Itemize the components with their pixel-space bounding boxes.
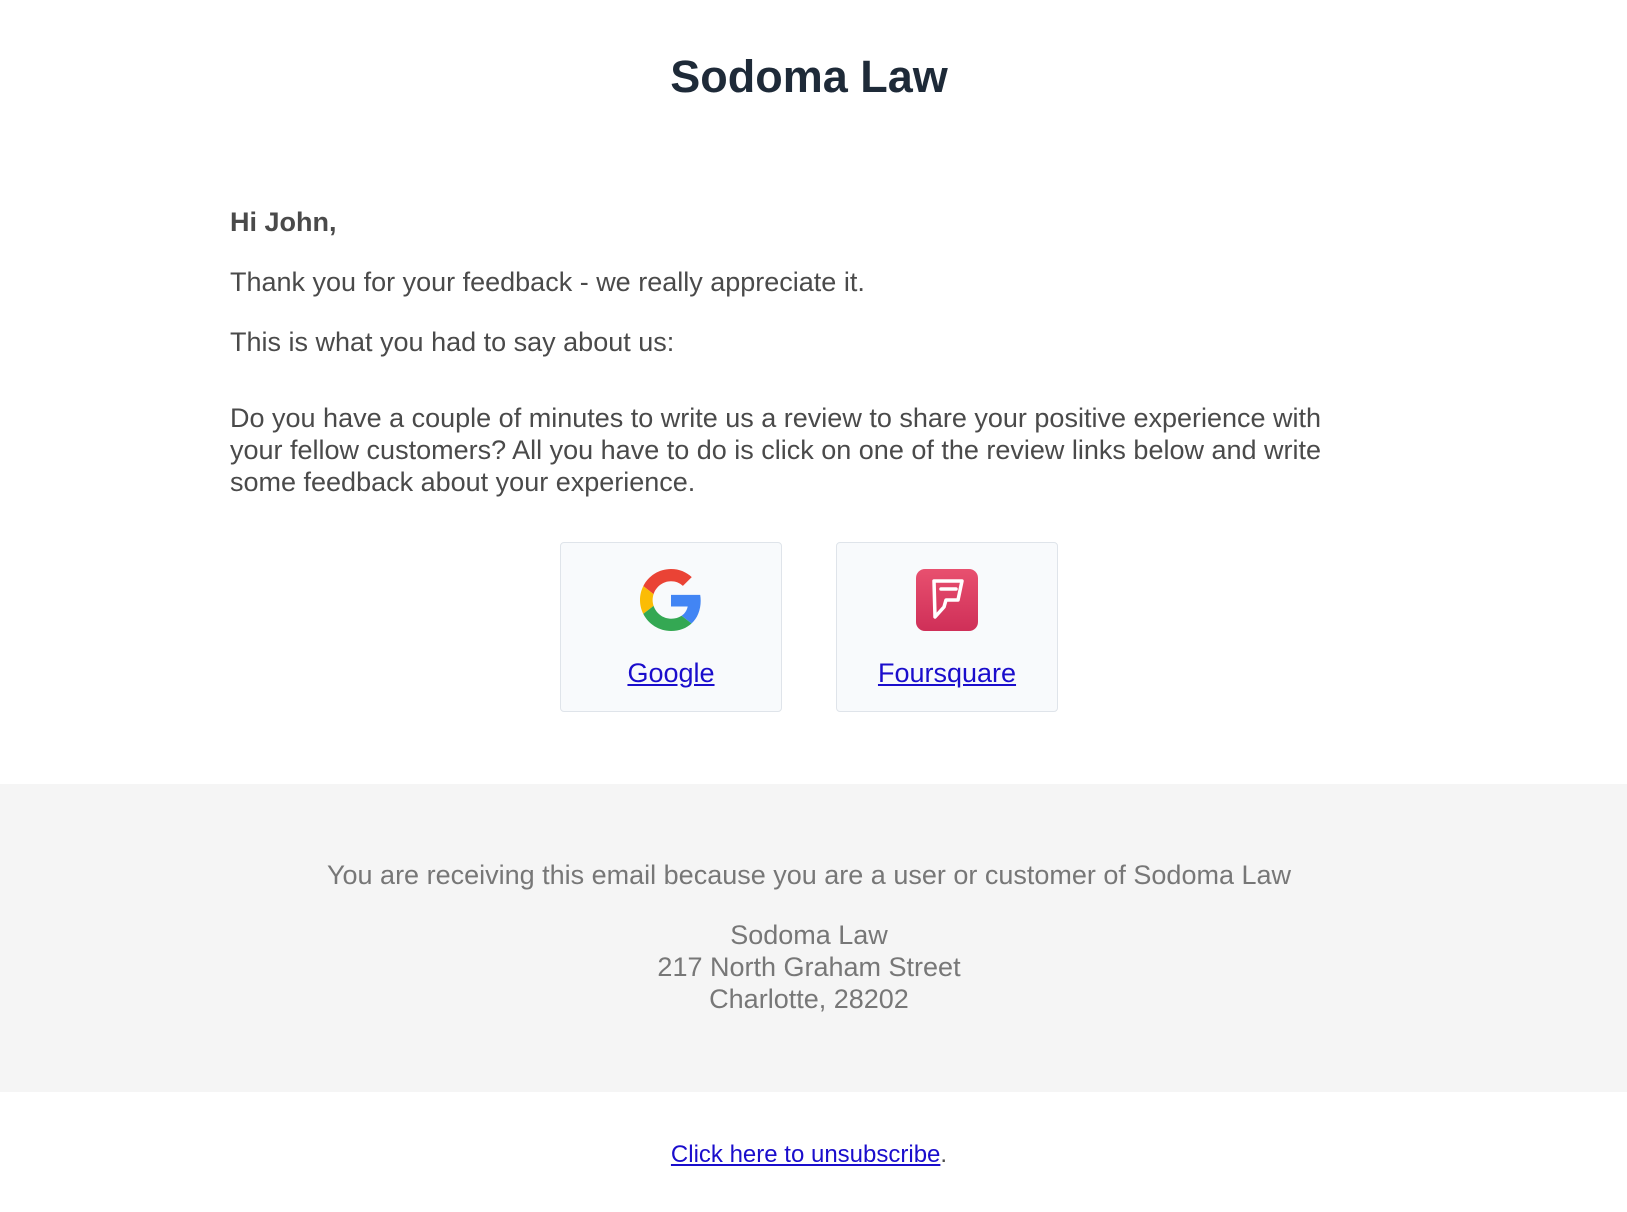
greeting: Hi John, (230, 207, 337, 237)
thanks-text: Thank you for your feedback - we really appreciate it. (230, 267, 865, 297)
footer-notice: You are receiving this email because you are a user or customer of Sodoma Law (326, 860, 1292, 890)
foursquare-review-card[interactable] (836, 542, 1058, 712)
unsubscribe-line (0, 1140, 1618, 1170)
address-street: 217 North Graham Street (657, 952, 961, 982)
review-links (560, 542, 1060, 714)
email-footer (0, 784, 1627, 1092)
review-request-text: Do you have a couple of minutes to write us a review to share your positive experience with your fellow customers? All you have to do is click on one of the review links below and write some feedback about your experience. (230, 403, 1322, 497)
email-header (0, 0, 1627, 156)
address-name: Sodoma Law (730, 920, 888, 950)
business-address (0, 919, 1618, 1015)
unsubscribe-suffix: . (940, 1141, 948, 1168)
google-review-card[interactable] (560, 542, 782, 712)
google-icon (640, 569, 702, 631)
address-city: Charlotte, 28202 (709, 984, 909, 1014)
feedback-intro-text: This is what you had to say about us: (230, 327, 675, 357)
foursquare-icon (916, 569, 978, 631)
unsubscribe-link[interactable]: Click here to unsubscribe (670, 1141, 941, 1168)
google-review-link[interactable]: Google (627, 658, 715, 688)
foursquare-review-link[interactable]: Foursquare (877, 658, 1017, 688)
brand-title: Sodoma Law (670, 51, 948, 102)
